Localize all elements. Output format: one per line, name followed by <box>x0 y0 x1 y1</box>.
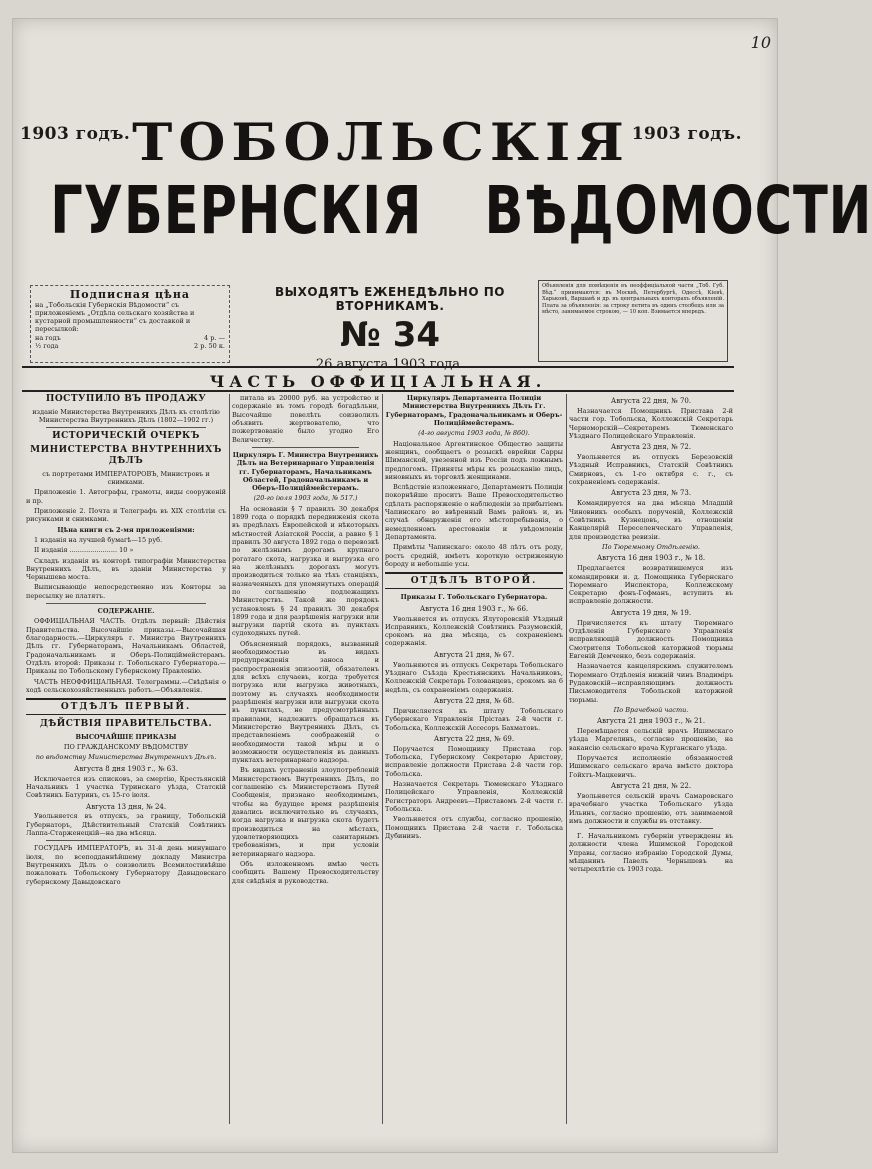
order-text: Исключается изъ списковъ, за смертію, Крестьянскій Начальникъ 1 участка Туринскаго уѣзда, Статскій Совѣтникъ Батуринъ, съ 15-го іюля. <box>26 774 226 800</box>
column-divider <box>566 394 567 1124</box>
subscription-box <box>30 285 230 363</box>
circular-heading: Циркуляръ Департамента Полиціи Министерства Внутреннихъ Дѣлъ Гг. Губернаторамъ, Градоначальникамъ и Оберъ-Полиціймейстерамъ. <box>385 394 563 427</box>
circular-text: Національное Аргентинское Общество защиты женщинъ, сообщаетъ о розыскѣ еврейки Сарры Шиманской, увезенной изъ Россіи подъ ложнымъ предлогомъ. Приняты мѣры къ розысканію лицъ, виновныхъ въ торговлѣ женщинами. <box>385 439 563 481</box>
subscription-period: на годъ <box>35 333 61 342</box>
subscription-text: на „Тобольскія Губернскія Вѣдомости“ съ приложеніемъ „Отдѣла сельскаго хозяйства и кустарной промышленности“ съ доставкой и пересылкой: <box>35 301 195 334</box>
order-text: Перемѣщается сельскій врачъ Ишимскаго уѣзда Маргелинъ, согласно прошенію, на вакансію сельскаго врача Курганскаго уѣзда. <box>569 727 733 752</box>
header-rule <box>22 366 734 368</box>
title-word-right: ВѢДОМОСТИ <box>484 172 872 249</box>
subsection-heading: По Тюремному Отдѣленію. <box>601 542 700 551</box>
column-1 <box>26 394 226 1129</box>
order-text: Назначается канцелярскимъ служителемъ Тюремнаго Отдѣленія нижній чинъ Владиміръ Рудаковскій—исправляющимъ должность Письмоводителя Тобольской каторжной тюрьмы. <box>569 662 733 704</box>
section-rule <box>22 390 734 392</box>
column-divider <box>382 394 383 1124</box>
order-date: Августа 22 дня, № 70. <box>610 397 692 405</box>
circular-text: Примѣты Чапинскаго: около 48 лѣтъ отъ роду, ростъ средній, имѣетъ короткую остриженную бороду и небольшіе усы. <box>385 543 563 568</box>
title-word-left: ГУБЕРНСКІЯ <box>50 172 423 249</box>
appendix-2: Приложеніе 2. Почта и Телеграфъ въ XIX столѣтіи съ рисунками и снимками. <box>26 506 226 524</box>
divider <box>252 447 359 448</box>
order-text: Увольняется въ отпускъ Березовскій Уѣздный Исправникъ, Статскій Совѣтникъ Смирновъ, съ 1-го октября с. г., съ сохраненіемъ содержанія. <box>569 453 733 487</box>
price-line: II изданія ....................... 10 » <box>34 546 134 555</box>
order-text: Выписывающіе непосредственно изъ Конторы за пересылку не платятъ. <box>26 583 226 600</box>
orders-subheading: ПО ГРАЖДАНСКОМУ ВѢДОМСТВУ <box>63 743 189 752</box>
order-date: Августа 21 дня, № 22. <box>610 781 692 790</box>
publication-schedule: ВЫХОДЯТЪ ЕЖЕНЕДѢЛЬНО ПО ВТОРНИКАМЪ. <box>275 285 505 313</box>
order-text: Назначается Помощникъ Пристава 2-й части гор. Тобольска, Коллежскій Секретарь Черноморскій—Секретаремъ Тюменскаго Уѣзднаго Полицейскаго Управленія. <box>569 406 733 440</box>
essay-heading: ИСТОРИЧЕСКІЙ ОЧЕРКЪ <box>52 431 200 442</box>
divider <box>46 427 206 428</box>
circular-text: Объ изложенномъ имѣю честь сообщить Вашему Превосходительству для свѣдѣнія и руководства. <box>232 859 379 885</box>
column-3 <box>385 394 563 1129</box>
order-date: Августа 21 дня, № 67. <box>433 650 515 659</box>
subsection-heading: По Врачебной части. <box>613 705 689 714</box>
order-text: Увольняется въ отпускъ, за границу, Тобольскій Губернаторъ, Дѣйствительный Статскій Совѣтникъ Лаппа-Старженецкій—на два мѣсяца. <box>26 812 226 838</box>
order-text: Увольняются въ отпускъ Секретарь Тобольскаго Уѣзднаго Съѣзда Крестьянскихъ Начальниковъ, Коллежскій Секретарь Голованцевъ, срокомъ на 6 недѣль, съ сохраненіемъ содержанія. <box>385 660 563 694</box>
store-text: Складъ изданія въ конторѣ типографіи Министерства Внутреннихъ Дѣлъ, въ зданіи Министерства у Чернышева моста. <box>26 556 226 582</box>
circular-text: Вслѣдствіе изложеннаго, Департаментъ Полиціи покорнѣйше проситъ Ваше Превосходительство сдѣлать распоряженіе о наблюденіи за прибытіемъ Чапинскаго во ввѣренный Вамъ районъ и, въ случаѣ обнаруженія его мѣстопребыванія, о немедленномъ арестованіи и увѣдомленіи Департамента. <box>385 483 563 541</box>
subscription-heading: Подписная цѣна <box>69 288 191 301</box>
column-divider <box>229 394 230 1124</box>
price-heading: Цѣна книги съ 2-мя приложеніями: <box>57 525 195 534</box>
subscription-row <box>35 342 225 350</box>
order-date: Августа 13 дня, № 24. <box>85 802 167 811</box>
order-text: Г. Начальникомъ губерніи утверждены въ должности члена Ишимской Городской Управы, согласно избранію Городской Думы, мѣщанинъ Павелъ Чернышевъ на четырехлѣтіе съ 1903 года. <box>569 832 733 874</box>
order-text: Увольняется отъ службы, согласно прошенію, Помощникъ Пристава 2-й части г. Тобольска Дубининъ. <box>385 815 563 840</box>
order-text: Причисляется къ штату Тобольскаго Губернскаго Управленія Пріставъ 2-й части г. Тобольска, Коллежскій Ассесоръ Бахматовъ. <box>385 706 563 732</box>
order-text: Назначается Секретарь Тюменскаго Уѣзднаго Полицейскаго Управленія, Коллежскій Регистраторъ Андреевъ—Приставомъ 2-й части г. Тобольска. <box>385 780 563 813</box>
column-4 <box>569 394 733 1129</box>
unofficial-contents: ЧАСТЬ НЕОФФИЦІАЛЬНАЯ. Телеграммы.—Свѣдѣнія о ходѣ сельскохозяйственныхъ работъ.—Объявленія. <box>26 677 226 694</box>
orders-department: по вѣдомству Министерства Внутреннихъ Дѣлъ. <box>35 753 217 762</box>
title-line-2 <box>20 172 872 249</box>
sale-text: изданіе Министерства Внутреннихъ Дѣлъ къ столѣтію Министерства Внутреннихъ Дѣлъ (1802—1902 гг.) <box>32 407 220 424</box>
order-text: Увольняется въ отпускъ Ялуторовскій Уѣздный Исправникъ, Коллежскій Совѣтникъ Разумовскій, срокомъ на два мѣсяца, съ сохраненіемъ содержанія. <box>385 614 563 648</box>
issue-header <box>245 285 535 372</box>
contents-heading: СОДЕРЖАНІЕ. <box>97 607 155 616</box>
order-text: Поручается исполненіе обязанностей Ишимскаго сельскаго врача вмѣсто доктора Гойхтъ-Мацкевичъ. <box>569 754 733 779</box>
order-date: Августа 22 дня, № 68. <box>433 696 515 705</box>
order-text: ГОСУДАРЬ ИМПЕРАТОРЪ, въ 31-й день минувшаго іюля, по всеподданнѣйшему докладу Министра Внутреннихъ Дѣлъ о соизволилъ Всемилостивѣйше пожаловать Тобольскому Губернатору Давыдовскаго губернскому Давыдовскаго <box>26 844 226 886</box>
divider <box>46 840 206 841</box>
appendix-1: Приложеніе 1. Автографы, грамоты, виды сооруженій и пр. <box>26 488 226 505</box>
department-2-heading: ОТДѢЛЪ ВТОРОЙ. <box>385 572 563 589</box>
subscription-price: 4 р. — <box>204 333 225 342</box>
circular-text: На основаніи § 7 правилъ 30 декабря 1899 года о порядкѣ передвиженія скота въ предѣлахъ Европейской и нѣкоторыхъ мѣстностей Азіатской Россіи, а равно § 1 правилъ 30 августа 1892 года о перевозкѣ по желѣзнымъ дорогамъ крупнаго рогатаго скота, нагрузка и выгрузка его на желѣзныхъ дорогахъ могутъ производиться только на тѣхъ станціяхъ, назначенныхъ для упомянутыхъ операцій по соглашенію подлежащихъ Министерствъ. Такой же порядокъ установленъ § 24 правилъ 30 декабря 1899 года и для разрѣшенія нагрузки или выгрузки партій скота въ пунктахъ судоходныхъ путей. <box>232 504 379 638</box>
subscription-row <box>35 334 225 342</box>
title-line-1: ТОБОЛЬСКІЯ <box>132 111 630 173</box>
order-date: Августа 23 дня, № 72. <box>610 443 692 452</box>
order-date: Августа 16 дня 1903 г., № 66. <box>419 604 529 613</box>
circular-heading: Циркуляръ Г. Министра Внутреннихъ Дѣлъ на Ветеринарнаго Управленія гг. Губернаторамъ, Начальникамъ Областей, Градоначальникамъ и Оберъ-Полиціймейстерамъ. <box>232 450 379 493</box>
divider <box>589 828 713 829</box>
order-text: Причисляется къ штату Тюремнаго Отдѣленія Губернскаго Управленія исправляющій должность Помощника Смотрителя Тобольской каторжной тюрьмы Евгеній Демченко, безъ содержанія. <box>569 618 733 660</box>
masthead <box>20 80 872 280</box>
circular-text: Въ видахъ устраненія злоупотребленій Министерствомъ Внутреннихъ Дѣлъ, по соглашенію съ Министерствомъ Путей Сообщенія, признано необходимымъ, чтобы на будущее время разрѣшенія давались исключительно въ случаяхъ, когда нагрузка и выгрузка скота будетъ производиться на мѣстахъ, удовлетворяющихъ санитарнымъ требованіямъ, и при условіи ветеринарнаго надзора. <box>232 766 379 858</box>
subscription-price: 2 р. 50 к. <box>194 341 225 350</box>
issue-date: 26 августа 1903 года. <box>315 357 465 372</box>
order-date: Августа 23 дня, № 73. <box>610 489 692 498</box>
government-heading: ДѢЙСТВІЯ ПРАВИТЕЛЬСТВА. <box>39 719 213 730</box>
essay-text: съ портретами ИМПЕРАТОРОВЪ, Министровъ и снимками. <box>42 469 210 486</box>
order-text: Поручается Помощнику Пристава гор. Тобольска, Губернскому Секретарю Аристову, исправленіе должности Пристава 2-й части гор. Тобольска. <box>385 744 563 778</box>
divider <box>46 603 206 604</box>
circular-date: (4-го августа 1903 года, № 860). <box>418 429 530 438</box>
circular-date: (20-го іюля 1903 года, № 517.) <box>253 494 358 503</box>
contents-text: ОФФИЦІАЛЬНАЯ ЧАСТЬ. Отдѣлъ первый: Дѣйствія Правительства. Высочайшіе приказы.—Высочайшая благодарность.—Циркуляръ г. Министра Внутреннихъ Дѣлъ гг. Губернаторамъ, Начальникамъ Областей, Градоначальникамъ и Оберъ-Полиціймейстерамъ. Отдѣлъ второй: Приказы г. Тобольскаго Губернатора.—Приказы по Тобольскому Губернскому Правленію. <box>26 617 226 676</box>
order-date: Августа 16 дня 1903 г., № 18. <box>596 554 706 563</box>
orders-heading: ВЫСОЧАЙШІЕ ПРИКАЗЫ <box>75 732 177 741</box>
page-number: 10 <box>750 33 771 52</box>
year-left: 1903 годъ. <box>20 124 131 144</box>
year-right: 1903 годъ. <box>631 124 742 144</box>
column-2 <box>232 394 379 1129</box>
circular-text: Объясненный порядокъ, вызванный необходимостью въ видахъ предупрежденія заноса и распространенія эпизоотій, обязателенъ для всѣхъ случаевъ, когда требуется погрузка или выгрузка животныхъ, поэтому въ случаяхъ необходимости разрѣшенія нагрузки или выгрузки скота въ пунктахъ, не предусмотрѣнныхъ правилами, надлежитъ обращаться въ Министерство Внутреннихъ Дѣлъ, съ представленіемъ соображеній о необходимости такой мѣры и о возможности осуществленія въ данныхъ пунктахъ ветеринарнаго надзора. <box>232 639 379 765</box>
order-date: Августа 22 дня, № 69. <box>433 734 515 743</box>
orders-heading: Приказы Г. Тобольскаго Губернатора. <box>400 593 548 602</box>
order-date: Августа 19 дня, № 19. <box>610 608 692 617</box>
issue-number: № 34 <box>339 315 441 355</box>
price-line: 1 изданія на лучшей бумагѣ—15 руб. <box>34 535 163 544</box>
order-date: Августа 8 дня 1903 г., № 63. <box>74 764 178 773</box>
article-text: питала въ 20000 руб. на устройство и содержаніе въ томъ городѣ богадѣльни, Высочайше повелѣть соизволилъ объявить жертвователю, что пожертвованіе было угодно Его Величеству. <box>232 394 379 444</box>
sale-heading: ПОСТУПИЛО ВЪ ПРОДАЖУ <box>45 394 207 404</box>
section-heading: ЧАСТЬ ОФФИЦІАЛЬНАЯ. <box>209 372 547 391</box>
order-text: Командируется на два мѣсяца Младшій Чиновникъ особыхъ порученій, Коллежскій Совѣтникъ Кузнецовъ, въ отношеніи Канцелярій Переселенческаго Управленія, для производства ревизіи. <box>569 499 733 541</box>
advertising-terms-box: Объявленія для помѣщенія въ неоффиціальной части „Тоб. Губ. Вѣд.“ принимаются: въ Москвѣ, Петербургѣ, Одессѣ, Кіевѣ, Харьковѣ, Варшавѣ и др. въ центральныхъ конторахъ объявленій. Плата за объявленія: за строку петита въ одинъ столбецъ или за мѣсто, занимаемое строкою, — 10 коп. Взимается впередъ. <box>538 280 728 362</box>
essay-subheading: МИНИСТЕРСТВА ВНУТРЕННИХЪ ДѢЛЪ <box>30 444 222 467</box>
department-1-heading: ОТДѢЛЪ ПЕРВЫЙ. <box>26 698 226 715</box>
order-text: Предлагается возвратившемуся изъ командировки и. д. Помощника Губернскаго Тюремнаго Инспектора, Коллежскому Секретарю фонъ-Гофманъ, вступить въ исправленіе должности. <box>569 564 733 606</box>
order-text: Увольняется сельскій врачъ Самаровскаго врачебнаго участка Тобольскаго уѣзда Ильинъ, согласно прошенію, отъ занимаемой имъ должности и службы въ отставку. <box>569 791 733 825</box>
subscription-period: ½ года <box>35 341 59 350</box>
order-date: Августа 21 дня 1903 г., № 21. <box>596 717 706 726</box>
